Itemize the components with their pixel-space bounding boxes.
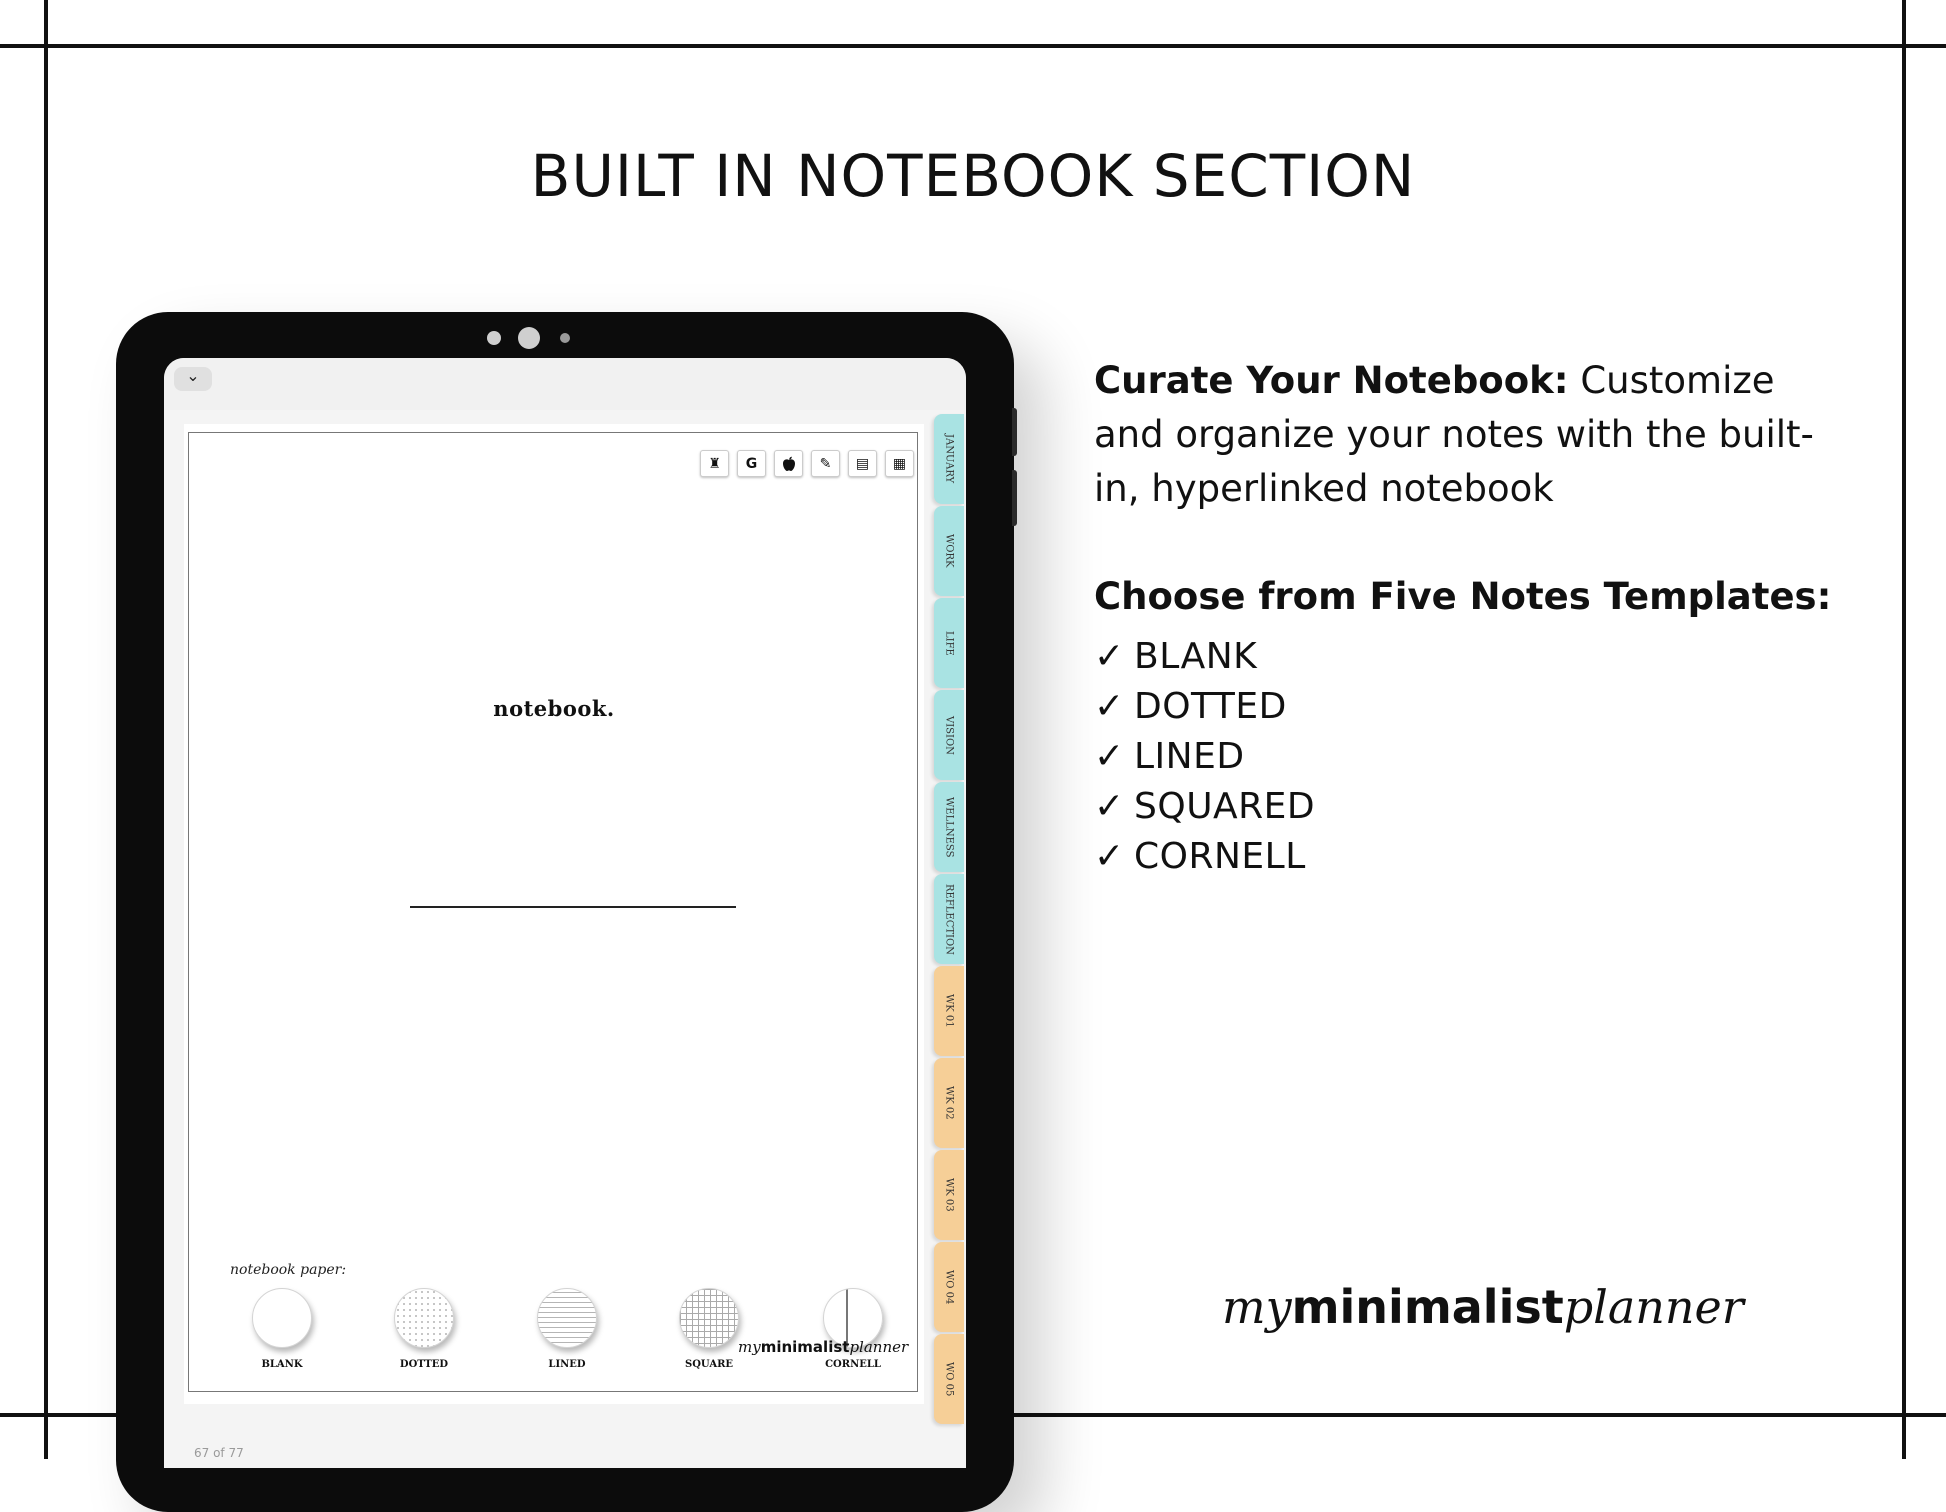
paper-option-label: DOTTED (399, 1359, 449, 1370)
sticky-note-icon[interactable]: ✎ (811, 450, 840, 477)
paper-option-label: LINED (548, 1359, 586, 1370)
paper-option-blank[interactable] (227, 1288, 337, 1370)
tab-wk-02[interactable]: WK 02 (934, 1058, 964, 1148)
tab-january[interactable]: JANUARY (934, 414, 964, 504)
robot-icon[interactable]: ♜ (700, 450, 729, 477)
title-write-line[interactable] (410, 906, 736, 908)
paper-section-label: notebook paper: (230, 1262, 347, 1278)
camera-dot (487, 331, 501, 345)
page-border (188, 432, 918, 1392)
tab-life[interactable]: LIFE (934, 598, 964, 688)
check-icon: ✓ (1094, 686, 1125, 727)
page-counter: 67 of 77 (194, 1446, 244, 1460)
paper-option-square[interactable] (654, 1288, 764, 1370)
frame-line-top (0, 44, 1946, 48)
check-icon: ✓ (1094, 736, 1125, 777)
paper-option-label: CORNELL (825, 1359, 881, 1370)
list-item: ✓ DOTTED (1094, 682, 1854, 732)
paper-option-label: BLANK (261, 1359, 303, 1370)
google-icon[interactable]: G (737, 450, 766, 477)
camera-lens (518, 327, 540, 349)
tab-wk-03[interactable]: WK 03 (934, 1150, 964, 1240)
notebook-title: notebook. (493, 696, 615, 721)
tab-wo-05[interactable]: WO 05 (934, 1334, 964, 1424)
calendar-icon[interactable]: ▦ (885, 450, 914, 477)
page-brand-logo: myminimalistplanner (738, 1338, 909, 1356)
apple-icon[interactable] (774, 450, 803, 477)
frame-line-right (1902, 0, 1906, 1459)
list-item: ✓ CORNELL (1094, 832, 1854, 882)
tab-work[interactable]: WORK (934, 506, 964, 596)
paper-option-cornell[interactable] (798, 1288, 908, 1370)
feature-description (1094, 354, 1854, 882)
tablet-screen (164, 358, 966, 1468)
camera-sensor (560, 333, 570, 343)
brand-logo: myminimalistplanner (1222, 1280, 1744, 1334)
paper-option-dotted[interactable] (369, 1288, 479, 1370)
frame-line-left (44, 0, 48, 1459)
list-item: ✓ LINED (1094, 732, 1854, 782)
tab-reflection[interactable]: REFLECTION (934, 874, 964, 964)
tab-wo-04[interactable]: WO 04 (934, 1242, 964, 1332)
lined-paper-icon[interactable] (537, 1288, 597, 1348)
templates-heading: Choose from Five Notes Templates: (1094, 575, 1832, 618)
list-item: ✓ BLANK (1094, 632, 1854, 682)
collapse-button[interactable]: ⌄ (174, 367, 212, 391)
notebook-page (184, 424, 924, 1404)
tab-wellness[interactable]: WELLNESS (934, 782, 964, 872)
paper-option-lined[interactable] (512, 1288, 622, 1370)
tablet-side-button (1012, 408, 1017, 456)
check-icon: ✓ (1094, 636, 1125, 677)
check-icon: ✓ (1094, 786, 1125, 827)
tablet-side-button (1012, 470, 1017, 526)
check-icon: ✓ (1094, 836, 1125, 877)
app-topbar (164, 358, 966, 410)
page-title: BUILT IN NOTEBOOK SECTION (530, 142, 1416, 210)
list-item: ✓ SQUARED (1094, 782, 1854, 832)
tab-wk-01[interactable]: WK 01 (934, 966, 964, 1056)
blank-paper-icon[interactable] (252, 1288, 312, 1348)
notebook-icon[interactable]: ▤ (848, 450, 877, 477)
dotted-paper-icon[interactable] (394, 1288, 454, 1348)
tab-vision[interactable]: VISION (934, 690, 964, 780)
square-paper-icon[interactable] (679, 1288, 739, 1348)
templates-list (1094, 632, 1854, 882)
paper-option-label: SQUARE (684, 1359, 734, 1370)
toolbar-icons (700, 450, 914, 477)
intro-paragraph: Curate Your Notebook: Customize and organize your notes with the built-in, hyperlinked notebook (1094, 359, 1814, 510)
